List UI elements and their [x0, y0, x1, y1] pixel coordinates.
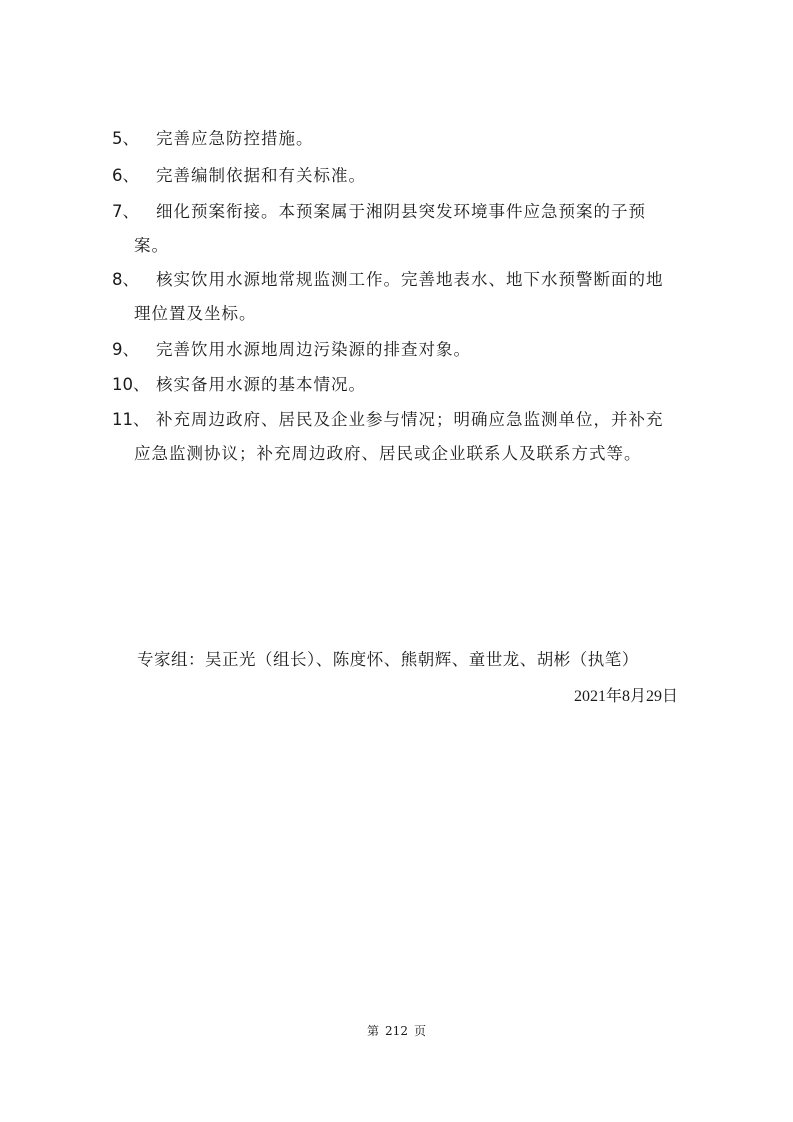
item-text: 细化预案衔接。本预案属于湘阴县突发环境事件应急预案的子预: [156, 202, 646, 221]
item-text: 完善编制依据和有关标准。: [156, 166, 366, 185]
item-text: 完善应急防控措施。: [156, 129, 314, 148]
item-text: 核实备用水源的基本情况。: [156, 375, 366, 394]
item-number: 8、: [112, 270, 139, 289]
footer-suffix: 页: [413, 1024, 426, 1038]
item-number: 11、: [112, 410, 150, 429]
item-text-continued: 案。: [134, 236, 169, 255]
item-text-continued: 理位置及坐标。: [134, 304, 257, 323]
page-number: 212: [385, 1024, 408, 1038]
footer-prefix: 第: [367, 1024, 380, 1038]
item-number: 5、: [112, 129, 139, 148]
item-number: 9、: [112, 340, 139, 359]
page-footer: [0, 1022, 793, 1039]
item-text: 补充周边政府、居民及企业参与情况；明确应急监测单位，并补充: [156, 410, 664, 429]
signature-date: 2021年8月29日: [573, 688, 678, 705]
item-number: 10、: [112, 375, 150, 394]
expert-group-signature: 专家组：吴正光（组长）、陈度怀、熊朝辉、童世龙、胡彬（执笔）: [137, 650, 639, 669]
item-text: 核实饮用水源地常规监测工作。完善地表水、地下水预警断面的地: [156, 270, 664, 289]
item-text: 完善饮用水源地周边污染源的排查对象。: [156, 340, 471, 359]
item-number: 7、: [112, 202, 139, 221]
item-text-continued: 应急监测协议；补充周边政府、居民或企业联系人及联系方式等。: [134, 444, 642, 463]
item-number: 6、: [112, 166, 139, 185]
